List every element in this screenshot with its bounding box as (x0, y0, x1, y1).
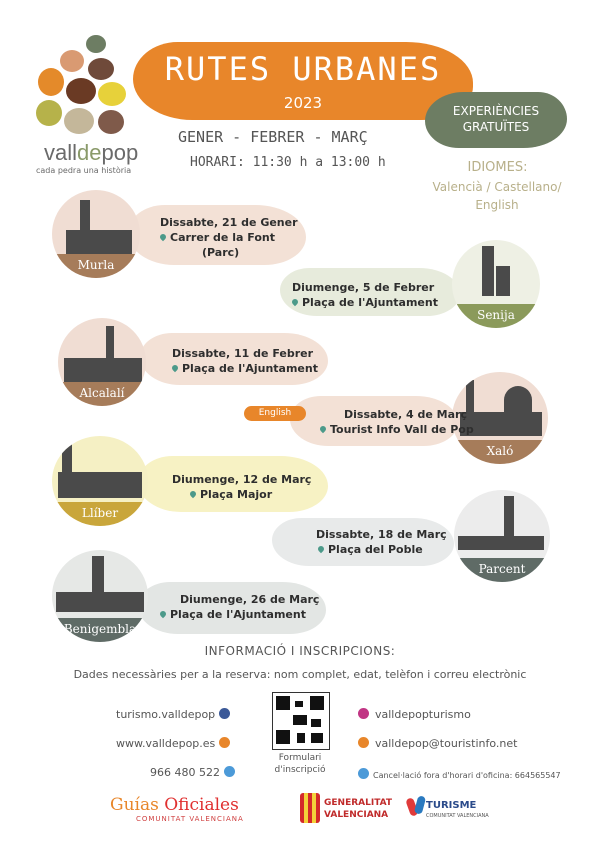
location-pin-icon (159, 610, 167, 618)
route-alcalali-circle (58, 318, 146, 406)
route-murla-town: Murla (52, 254, 140, 278)
route-parcent-circle (454, 490, 550, 582)
logo (30, 30, 140, 140)
location-pin-icon (171, 364, 179, 372)
route-benigembla-circle (52, 550, 148, 642)
route-senija-text: Diumenge, 5 de Febrer Plaça de l'Ajuntament (292, 281, 438, 309)
logo-tagline: cada pedra una història (36, 166, 132, 175)
instagram-link[interactable]: valldepopturismo (358, 708, 471, 721)
route-parcent-town: Parcent (454, 558, 550, 582)
facebook-icon (219, 708, 230, 719)
route-xalo-town: Xaló (452, 440, 548, 464)
turisme-logo: TURISME COMUNITAT VALENCIANA (426, 800, 489, 819)
route-liber-circle (52, 436, 148, 526)
languages: Valencià / Castellano/ English (432, 180, 562, 212)
english-tag: English (244, 406, 306, 421)
schedule: HORARI: 11:30 h a 13:00 h (190, 155, 386, 170)
route-parcent-text: Dissabte, 18 de Març Plaça del Poble (316, 528, 447, 556)
website-link[interactable]: www.valldepop.es (116, 737, 230, 750)
cancellation-phone: Cancel·lació fora d'horari d'oficina: 664565547 (358, 768, 561, 780)
route-benigembla-town: Benigembla (52, 618, 148, 642)
route-benigembla-text: Diumenge, 26 de Març Plaça de l'Ajuntament (160, 592, 319, 622)
phone-icon (358, 768, 369, 779)
generalitat-logo: GENERALITAT VALENCIANA (324, 798, 393, 820)
info-title: INFORMACIÓ I INSCRIPCIONS: (204, 644, 396, 658)
facebook-link[interactable]: turismo.valldepop (116, 708, 230, 721)
generalitat-shield-icon (300, 793, 320, 823)
qr-code[interactable] (272, 692, 330, 750)
email-link[interactable]: valldepop@touristinfo.net (358, 737, 517, 750)
booking-requirements: Dades necessàries per a la reserva: nom complet, edat, telèfon i correu electrònic (73, 668, 527, 681)
guias-oficiales-logo: Guías Oficiales COMUNITAT VALENCIANA (110, 795, 244, 823)
route-alcalali-town: Alcalalí (58, 382, 146, 406)
location-pin-icon (189, 490, 197, 498)
route-xalo-text: Dissabte, 4 de Març Tourist Info Vall de Pop (320, 407, 474, 437)
instagram-icon (358, 708, 369, 719)
turisme-icon (408, 794, 428, 818)
logo-name: valldepop (44, 140, 139, 165)
route-senija-circle (452, 240, 540, 328)
months: GENER - FEBRER - MARÇ (178, 128, 368, 146)
route-murla-circle (52, 190, 140, 278)
location-pin-icon (291, 298, 299, 306)
route-senija-town: Senija (452, 304, 540, 328)
languages-title: IDIOMES: (467, 160, 528, 175)
route-liber-text: Diumenge, 12 de Març Plaça Major (172, 473, 312, 501)
location-pin-icon (159, 233, 167, 241)
email-icon (358, 737, 369, 748)
form-label: Formulari d'inscripció (274, 753, 326, 775)
page-title: RUTES URBANES (164, 50, 442, 88)
phone-link[interactable]: 966 480 522 (150, 766, 235, 779)
location-pin-icon (317, 545, 325, 553)
year: 2023 (283, 94, 323, 112)
website-icon (219, 737, 230, 748)
free-badge-text: EXPERIÈNCIES GRATUÏTES (452, 104, 540, 134)
route-liber-town: Llíber (52, 502, 148, 526)
phone-icon (224, 766, 235, 777)
location-pin-icon (319, 425, 327, 433)
route-murla-text: Dissabte, 21 de Gener Carrer de la Font (Parc) (160, 216, 298, 259)
route-alcalali-text: Dissabte, 11 de Febrer Plaça de l'Ajuntament (172, 347, 318, 375)
